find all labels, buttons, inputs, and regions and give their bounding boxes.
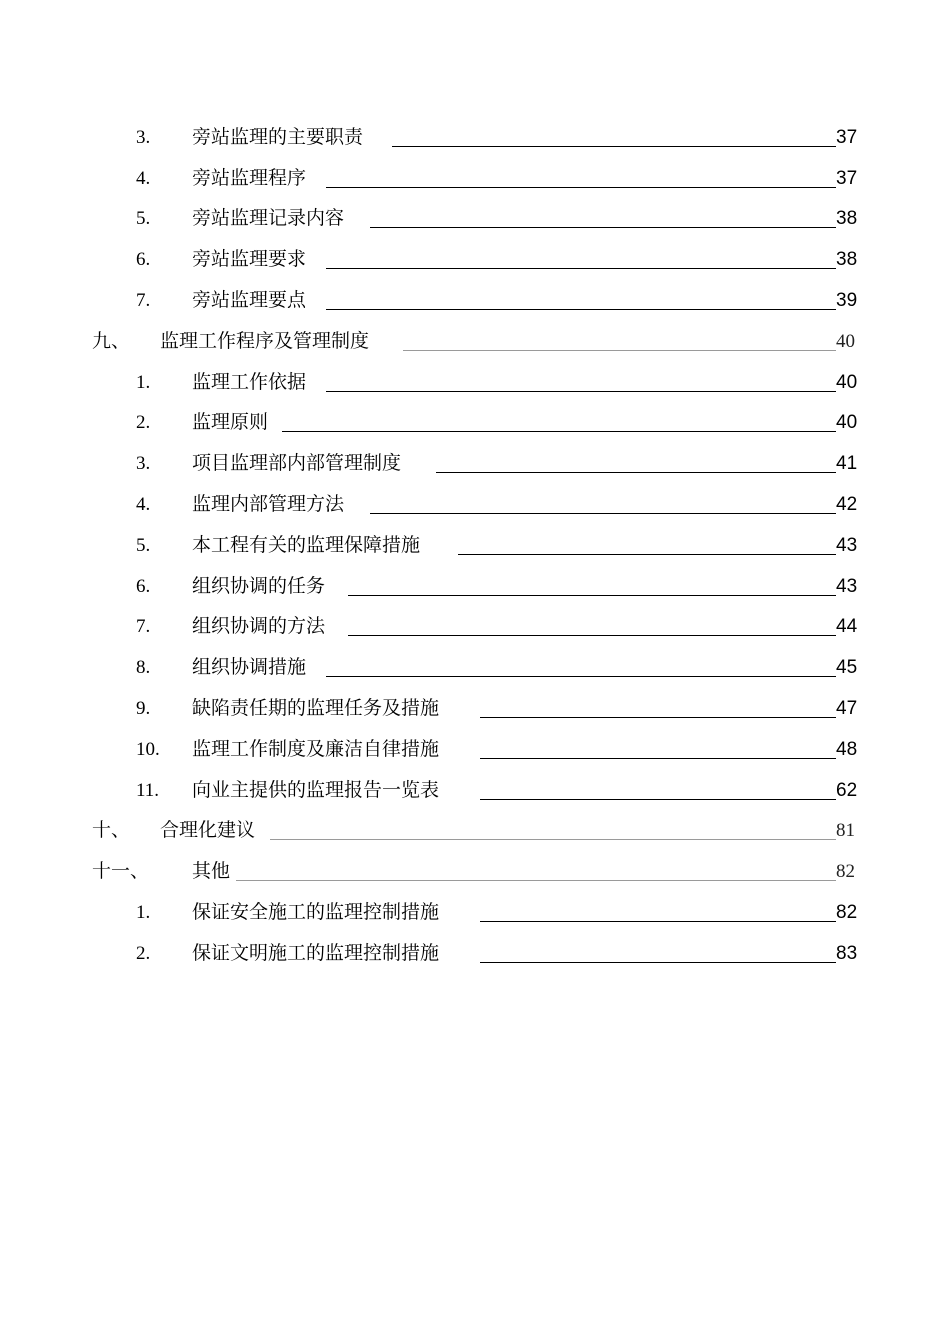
toc-entry-number: 4. (136, 167, 151, 189)
toc-entry-page: 41 (836, 453, 858, 475)
toc-entry[interactable] (0, 439, 950, 480)
toc-entry-page: 39 (836, 289, 858, 311)
toc-leader-line (480, 758, 836, 759)
toc-entry-number: 6. (136, 575, 151, 597)
toc-leader-line (370, 513, 836, 514)
toc-chapter-number: 十、 (92, 819, 131, 842)
toc-chapter-page: 82 (836, 861, 855, 883)
toc-entry-number: 3. (136, 453, 151, 475)
toc-entry-title: 本工程有关的监理保障措施 (192, 533, 421, 556)
toc-entry-title: 保证文明施工的监理控制措施 (192, 941, 440, 964)
toc-leader-line (480, 799, 836, 800)
toc-leader-line (370, 227, 836, 228)
toc-entry-page: 43 (836, 575, 858, 597)
toc-entry-title: 旁站监理要点 (192, 288, 307, 311)
toc-entry[interactable] (0, 684, 950, 725)
toc-chapter-title: 其他 (192, 860, 231, 883)
toc-entry-page: 44 (836, 616, 858, 638)
toc-entry[interactable] (0, 480, 950, 521)
toc-leader-line (326, 268, 836, 269)
toc-chapter-page: 81 (836, 820, 855, 842)
toc-entry-title: 保证安全施工的监理控制措施 (192, 900, 440, 923)
toc-leader-line (326, 391, 836, 392)
toc-entry-number: 6. (136, 249, 151, 271)
toc-entry-number: 10. (136, 738, 160, 760)
toc-chapter[interactable] (0, 317, 950, 358)
toc-entry[interactable] (0, 562, 950, 603)
toc-leader-line (270, 839, 836, 840)
toc-chapter-page: 40 (836, 330, 855, 352)
toc-leader-line (348, 635, 836, 636)
toc-entry-title: 项目监理部内部管理制度 (192, 452, 402, 475)
toc-entry-page: 62 (836, 779, 858, 801)
toc-entry-page: 40 (836, 371, 858, 393)
toc-leader-line (326, 309, 836, 310)
toc-entry-number: 2. (136, 412, 151, 434)
toc-entry-title: 旁站监理要求 (192, 248, 307, 271)
toc-entry[interactable] (0, 154, 950, 195)
toc-leader-line (392, 146, 836, 147)
toc-entry[interactable] (0, 929, 950, 970)
toc-entry[interactable] (0, 725, 950, 766)
toc-chapter-number: 十一、 (92, 860, 150, 883)
toc-entry[interactable] (0, 276, 950, 317)
toc-entry-page: 37 (836, 167, 858, 189)
toc-entry-number: 9. (136, 697, 151, 719)
toc-leader-line (480, 962, 836, 963)
toc-leader-line (236, 880, 836, 881)
toc-entry-page: 45 (836, 657, 858, 679)
toc-entry-page: 38 (836, 249, 858, 271)
toc-entry[interactable] (0, 521, 950, 562)
toc-entry-page: 82 (836, 901, 858, 923)
toc-entry[interactable] (0, 113, 950, 154)
toc-entry[interactable] (0, 235, 950, 276)
toc-entry-page: 40 (836, 412, 858, 434)
toc-leader-line (348, 595, 836, 596)
toc-chapter-title: 合理化建议 (160, 819, 256, 842)
table-of-contents (0, 113, 950, 970)
toc-entry-number: 8. (136, 657, 151, 679)
toc-entry-number: 7. (136, 616, 151, 638)
toc-entry[interactable] (0, 603, 950, 644)
toc-leader-line (326, 676, 836, 677)
toc-entry-title: 监理原则 (192, 411, 269, 434)
toc-entry-number: 5. (136, 208, 151, 230)
toc-entry-title: 监理工作依据 (192, 370, 307, 393)
toc-entry-title: 监理工作制度及廉洁自律措施 (192, 737, 440, 760)
toc-entry[interactable] (0, 643, 950, 684)
toc-entry-page: 47 (836, 697, 858, 719)
toc-entry-page: 83 (836, 942, 858, 964)
toc-entry-title: 组织协调的方法 (192, 615, 326, 638)
toc-chapter[interactable] (0, 847, 950, 888)
toc-entry-page: 43 (836, 534, 858, 556)
toc-leader-line (282, 431, 836, 432)
toc-entry[interactable] (0, 399, 950, 440)
toc-leader-line (436, 472, 836, 473)
toc-entry-title: 旁站监理的主要职责 (192, 125, 364, 148)
toc-leader-line (458, 554, 836, 555)
toc-entry[interactable] (0, 888, 950, 929)
toc-entry-page: 38 (836, 208, 858, 230)
toc-entry-title: 旁站监理程序 (192, 166, 307, 189)
toc-entry-page: 37 (836, 126, 858, 148)
toc-leader-line (480, 717, 836, 718)
toc-entry[interactable] (0, 358, 950, 399)
toc-leader-line (480, 921, 836, 922)
toc-entry[interactable] (0, 766, 950, 807)
toc-entry[interactable] (0, 195, 950, 236)
toc-entry-number: 4. (136, 493, 151, 515)
toc-entry-number: 1. (136, 901, 151, 923)
toc-entry-number: 5. (136, 534, 151, 556)
toc-chapter[interactable] (0, 807, 950, 848)
toc-entry-number: 7. (136, 289, 151, 311)
toc-entry-title: 组织协调的任务 (192, 574, 326, 597)
toc-entry-title: 旁站监理记录内容 (192, 207, 345, 230)
toc-entry-number: 11. (136, 779, 160, 801)
toc-entry-number: 2. (136, 942, 151, 964)
toc-entry-title: 向业主提供的监理报告一览表 (192, 778, 440, 801)
toc-leader-line (403, 350, 836, 351)
toc-entry-title: 缺陷责任期的监理任务及措施 (192, 696, 440, 719)
toc-entry-number: 3. (136, 126, 151, 148)
toc-entry-title: 组织协调措施 (192, 656, 307, 679)
toc-chapter-title: 监理工作程序及管理制度 (160, 329, 370, 352)
toc-entry-page: 48 (836, 738, 858, 760)
toc-entry-number: 1. (136, 371, 151, 393)
toc-leader-line (326, 187, 836, 188)
toc-chapter-number: 九、 (92, 329, 131, 352)
toc-entry-title: 监理内部管理方法 (192, 492, 345, 515)
toc-entry-page: 42 (836, 493, 858, 515)
